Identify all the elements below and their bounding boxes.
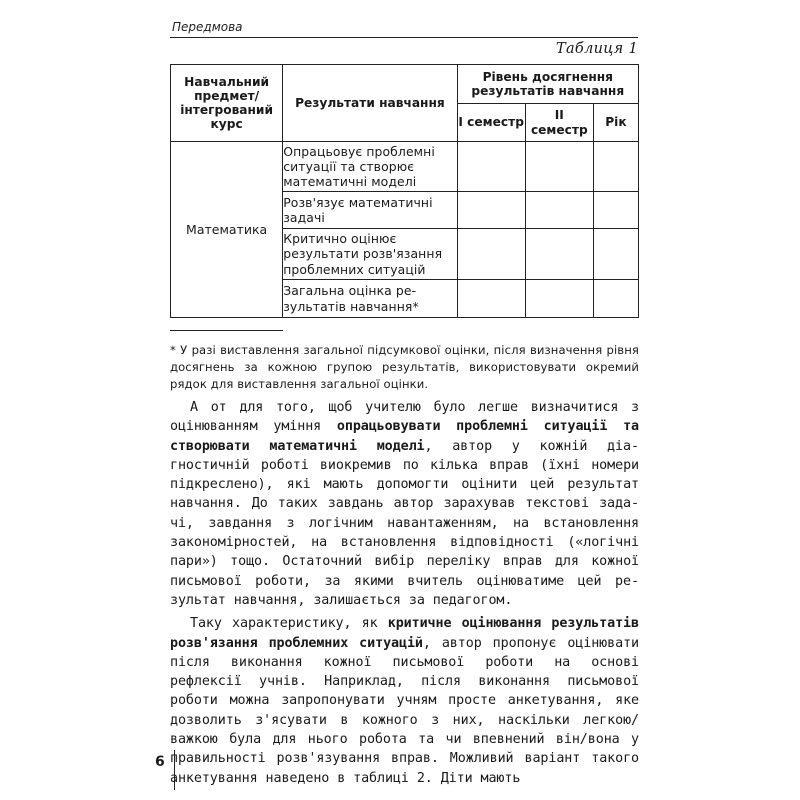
semester1-cell (457, 229, 525, 280)
year-cell (593, 142, 638, 192)
semester1-cell (457, 142, 525, 192)
subject-cell: Математика (171, 142, 283, 318)
paragraph-text: , автор пропонує оцінювати після виконання кожної письмової роботи на основі рефлексії учнів. Наприклад, після виконання письмової роботи можна запропонувати учням просте анкетування, яке дозволить з'ясувати в кожного з них, наскільки легкою/важкою була для нього робота та чи впевнений він/вона у правильності розв'язування вправ. Можливий варіант такого анкетування наведено в таблиці 2. Діти мають (170, 635, 639, 786)
subject-header: Навчальний предмет/ інтегрований курс (171, 65, 283, 142)
semester2-header: ІІ семестр (525, 104, 593, 142)
table-header-row (171, 65, 639, 104)
year-cell (593, 229, 638, 280)
year-cell (593, 280, 638, 318)
semester1-header: І семестр (457, 104, 525, 142)
result-cell: Загальна оцінка результатів навчання* (283, 280, 457, 318)
year-header: Рік (593, 104, 638, 142)
result-cell: Розв'язує математичні задачі (283, 192, 457, 229)
page-number: 6 (155, 754, 165, 770)
semester2-cell (525, 280, 593, 318)
footnote-divider (170, 330, 283, 331)
year-cell (593, 192, 638, 229)
body-text (170, 398, 639, 788)
semester1-cell (457, 192, 525, 229)
semester2-cell (525, 192, 593, 229)
running-header (170, 20, 638, 38)
table-caption: Таблиця 1 (556, 41, 638, 57)
table-row (171, 142, 639, 192)
semester2-cell (525, 142, 593, 192)
results-table (170, 64, 639, 318)
semester2-cell (525, 229, 593, 280)
section-title: Передмова (172, 20, 243, 34)
paragraph (170, 614, 639, 788)
semester1-cell (457, 280, 525, 318)
footnote: * У разі виставлення загальної підсумкової оцінки, після визначення рівня досягнень за кожною групою результатів, використовувати окремий рядок для виставлення загальної оцінки. (170, 343, 639, 391)
level-header: Рівень досягнення результатів навчання (457, 65, 638, 104)
emphasis-text: опрацьовувати проблемні ситуації та створювати математичні моделі (170, 419, 639, 454)
paragraph-text: Таку характеристику, як (190, 616, 388, 632)
results-header: Результати навчання (283, 65, 457, 142)
paragraph-text: А от для того, щоб учителю було легше визначитися з оцінюванням уміння (170, 400, 639, 435)
paragraph-text: , автор у кожній діагностичній роботі виокремив по кілька вправ (їхні номери підкреслено), які мають допомогти оцінити цей результат навчання. До таких завдань автор зарахував текстові задачі, завдання з логічним навантаженням, на встановлення закономірностей, на встановлення відповідності («логічні пари») тощо. Остаточний вибір переліку вправ для кожної письмової роботи, за якими вчитель оцінюватиме цей результат навчання, залишається за педагогом. (170, 438, 639, 608)
result-cell: Опрацьовує проблемні ситуації та створює математичні моделі (283, 142, 457, 192)
emphasis-text: критичне оцінювання результатів розв'язання проблемних ситуацій (170, 616, 639, 651)
paragraph (170, 398, 639, 610)
result-cell: Критично оцінює результати розв'язання проблемних ситуацій (283, 229, 457, 280)
